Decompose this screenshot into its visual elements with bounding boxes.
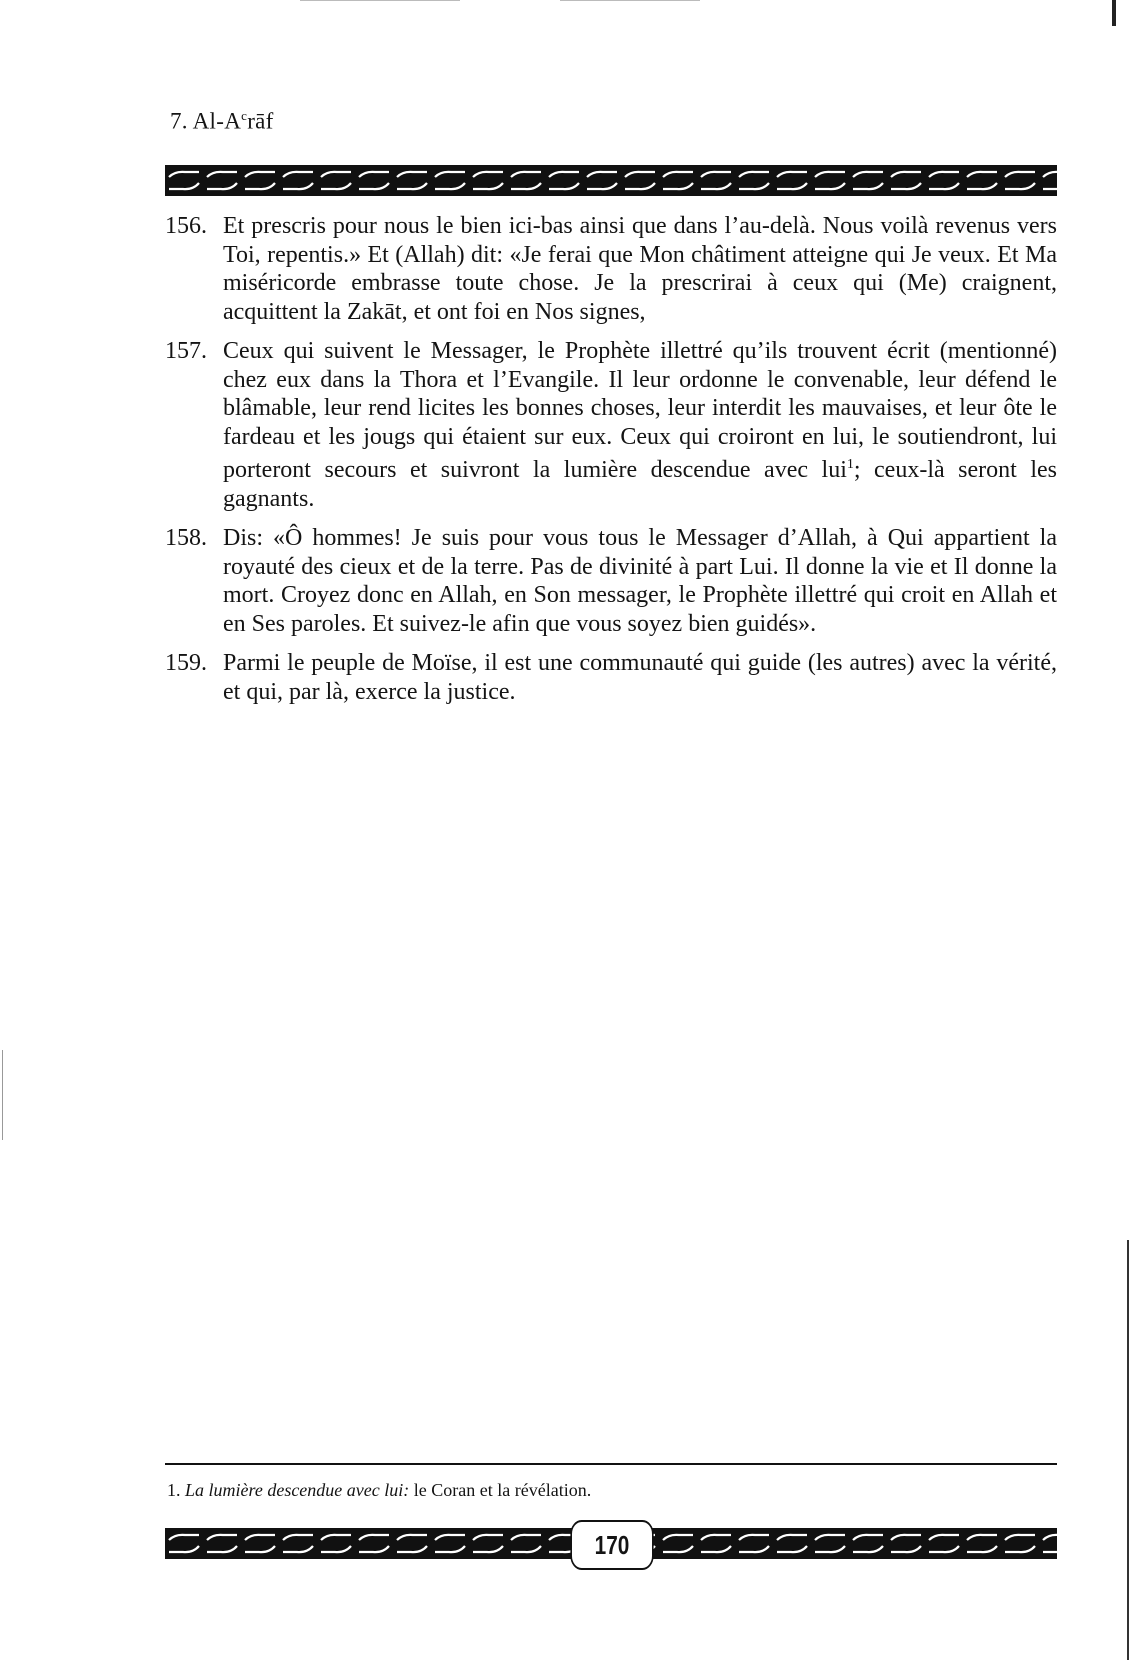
footnote-term: La lumière descendue avec lui: bbox=[185, 1480, 410, 1500]
verse-158 bbox=[165, 524, 1057, 638]
page-number: 170 bbox=[570, 1520, 653, 1570]
top-scan-rule-right bbox=[560, 0, 700, 1]
chapter-title bbox=[170, 108, 274, 135]
chapter-title-ayn-mark: c bbox=[241, 108, 248, 123]
left-margin-line bbox=[2, 1050, 3, 1140]
footnote-text: le Coran et la révélation. bbox=[409, 1480, 592, 1500]
verse-159 bbox=[165, 649, 1057, 706]
verse-number: 158. bbox=[165, 525, 207, 551]
footnote bbox=[167, 1480, 591, 1501]
top-scan-rule-left bbox=[300, 0, 460, 1]
verse-text: Et prescris pour nous le bien ici-bas ainsi que dans l’au-delà. Nous voilà revenus vers Toi, repentis.» Et (Allah) dit: «Je ferai que Mon châtiment atteigne qui Je veux. Et Ma miséricorde embrasse toute chose. Je la prescrirai à ceux qui (Me) craignent, acquittent la Zakāt, et ont foi en Nos signes, bbox=[223, 213, 1057, 325]
corner-scan-mark bbox=[1112, 0, 1116, 26]
chapter-title-main: 7. Al-A bbox=[170, 108, 242, 134]
verse-157 bbox=[165, 337, 1057, 513]
top-band-pattern bbox=[165, 167, 1057, 194]
verse-text-after: ; ceux-là seront les gagnants. bbox=[223, 457, 1057, 512]
verse-number: 157. bbox=[165, 338, 207, 364]
verse-text: Parmi le peuple de Moïse, il est une communauté qui guide (les autres) avec la vérité, et qui, par là, exerce la justice. bbox=[223, 650, 1057, 705]
chapter-title-rest: rāf bbox=[247, 108, 274, 134]
verse-text bbox=[223, 337, 1057, 513]
footnote-number: 1. bbox=[167, 1480, 181, 1500]
footnote-separator bbox=[165, 1463, 1057, 1465]
verse-156 bbox=[165, 212, 1057, 326]
footnote-ref: 1 bbox=[846, 457, 854, 472]
verse-number: 156. bbox=[165, 213, 207, 239]
verse-list bbox=[165, 212, 1057, 717]
verse-text: Dis: «Ô hommes! Je suis pour vous tous le Messager d’Allah, à Qui appartient la royauté des cieux et de la terre. Pas de divinité à part Lui. Il donne la vie et Il donne la mort. Croyez donc en Allah, en Son messager, le Prophète illettré qui croit en Allah et en Ses paroles. Et suivez-le afin que vous soyez bien guidés». bbox=[223, 525, 1057, 637]
top-ornamental-band bbox=[165, 165, 1057, 196]
verse-text-main: Ceux qui suivent le Messager, le Prophète illettré qu’ils trouvent écrit (mentionné) chez eux dans la Thora et l’Evangile. Il leur ordonne le convenable, leur défend le blâmable, leur rend licites les bonnes choses, leur interdit les mauvaises, et leur ôte le fardeau et les jougs qui étaient sur eux. Ceux qui croiront en lui, le soutiendront, lui porteront secours et suivront la lumière descendue avec lui bbox=[223, 338, 1057, 483]
right-margin-line bbox=[1127, 1240, 1129, 1660]
verse-number: 159. bbox=[165, 650, 207, 676]
